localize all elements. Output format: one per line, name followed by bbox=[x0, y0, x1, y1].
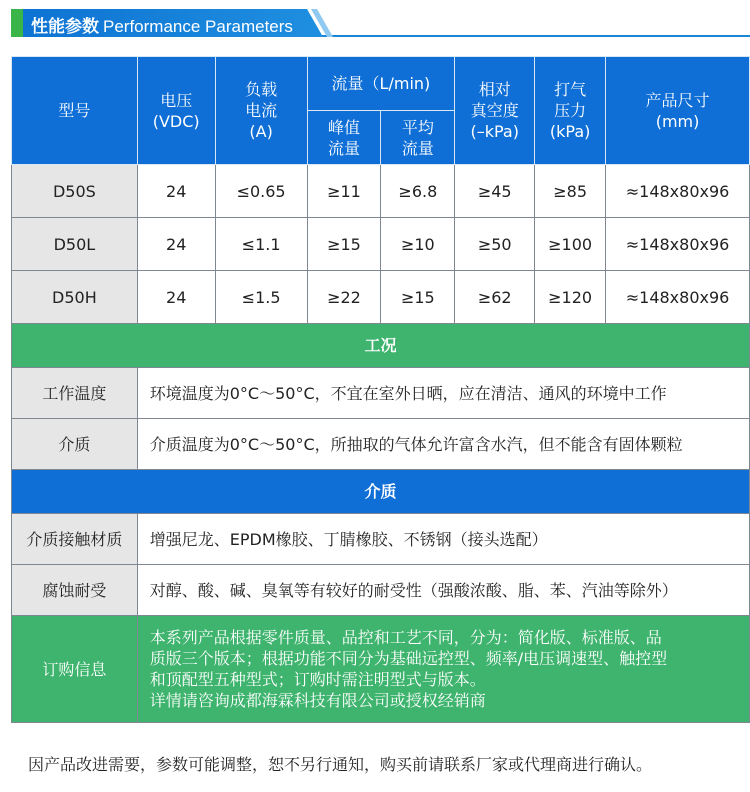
header-current-line3: (A) bbox=[249, 122, 273, 141]
ordering-text bbox=[137, 616, 749, 723]
cell-voltage: 24 bbox=[137, 271, 215, 324]
table-header-row-1 bbox=[12, 57, 750, 111]
cell-flow-peak: ≥22 bbox=[307, 271, 381, 324]
header-vacuum-line1: 相对 bbox=[478, 80, 511, 99]
header-title-cn: 性能参数 bbox=[31, 17, 99, 37]
cell-voltage: 24 bbox=[137, 218, 215, 271]
ordering-label: 订购信息 bbox=[12, 616, 138, 723]
footer-note: 因产品改进需要，参数可能调整，恕不另行通知，购买前请联系厂家或代理商进行确认。 bbox=[28, 755, 653, 774]
conditions-band-row bbox=[12, 324, 750, 368]
section-header bbox=[11, 9, 750, 37]
ordering-line-4: 详情请咨询成都海霖科技有限公司或授权经销商 bbox=[149, 691, 486, 710]
ordering-line-3: 和顶配型五种型式；订购时需注明型式与版本。 bbox=[149, 670, 486, 689]
header-pressure-line2: 压力 bbox=[554, 101, 587, 120]
medium-value: 介质温度为0°C～50°C，所抽取的气体允许富含水汽，但不能含有固体颗粒 bbox=[137, 419, 749, 470]
header-size-line2: (mm) bbox=[655, 111, 700, 131]
header-flow-avg-line1: 平均 bbox=[401, 117, 434, 137]
header-vacuum-line3: (–kPa) bbox=[470, 122, 519, 141]
header-flow-peak-line2: 流量 bbox=[327, 138, 360, 158]
header-flow: 流量（L/min) bbox=[307, 57, 455, 111]
header-voltage-line1: 电压 bbox=[160, 90, 193, 110]
table-row bbox=[12, 165, 750, 218]
medium-title: 介质 bbox=[12, 470, 750, 514]
cell-flow-avg: ≥10 bbox=[381, 218, 455, 271]
header-flow-avg bbox=[381, 111, 455, 165]
cell-pressure: ≥120 bbox=[535, 271, 606, 324]
medium-label: 介质 bbox=[12, 419, 138, 470]
table-row bbox=[12, 368, 750, 419]
working-temp-value: 环境温度为0°C～50°C，不宜在室外日晒，应在清洁、通风的环境中工作 bbox=[137, 368, 749, 419]
working-temp-label: 工作温度 bbox=[12, 368, 138, 419]
cell-flow-avg: ≥15 bbox=[381, 271, 455, 324]
table-row bbox=[12, 565, 750, 616]
header-current-line1: 负载 bbox=[245, 80, 278, 99]
cell-model: D50H bbox=[12, 271, 138, 324]
header-size-line1: 产品尺寸 bbox=[645, 90, 710, 110]
header-current bbox=[215, 57, 307, 165]
cell-flow-avg: ≥6.8 bbox=[381, 165, 455, 218]
header-pressure-line3: (kPa) bbox=[549, 122, 591, 141]
cell-vacuum: ≥62 bbox=[455, 271, 535, 324]
ordering-line-1: 本系列产品根据零件质量、品控和工艺不同，分为：简化版、标准版、品 bbox=[149, 628, 662, 647]
header-title bbox=[31, 12, 293, 37]
header-voltage-line2: (VDC) bbox=[152, 111, 200, 131]
header-vacuum bbox=[455, 57, 535, 165]
header-vacuum-line2: 真空度 bbox=[470, 101, 519, 120]
header-model: 型号 bbox=[12, 57, 138, 165]
cell-size: ≈148x80x96 bbox=[606, 271, 750, 324]
cell-size: ≈148x80x96 bbox=[606, 218, 750, 271]
cell-current: ≤0.65 bbox=[215, 165, 307, 218]
contact-material-label: 介质接触材质 bbox=[12, 514, 138, 565]
ordering-row bbox=[12, 616, 750, 723]
header-current-line2: 电流 bbox=[245, 101, 278, 120]
header-pressure bbox=[535, 57, 606, 165]
cell-current: ≤1.5 bbox=[215, 271, 307, 324]
header-flow-peak bbox=[307, 111, 381, 165]
header-pressure-line1: 打气 bbox=[554, 80, 587, 99]
cell-voltage: 24 bbox=[137, 165, 215, 218]
performance-table bbox=[11, 56, 750, 723]
cell-flow-peak: ≥15 bbox=[307, 218, 381, 271]
medium-band-row bbox=[12, 470, 750, 514]
cell-current: ≤1.1 bbox=[215, 218, 307, 271]
corrosion-label: 腐蚀耐受 bbox=[12, 565, 138, 616]
corrosion-value: 对醇、酸、碱、臭氧等有较好的耐受性（强酸浓酸、脂、苯、汽油等除外） bbox=[137, 565, 749, 616]
contact-material-value: 增强尼龙、EPDM橡胶、丁腈橡胶、不锈钢（接头选配） bbox=[137, 514, 749, 565]
cell-model: D50S bbox=[12, 165, 138, 218]
header-flow-avg-line2: 流量 bbox=[401, 138, 434, 158]
header-accent-bar bbox=[11, 9, 23, 37]
cell-vacuum: ≥45 bbox=[455, 165, 535, 218]
cell-model: D50L bbox=[12, 218, 138, 271]
cell-size: ≈148x80x96 bbox=[606, 165, 750, 218]
table-row bbox=[12, 218, 750, 271]
cell-pressure: ≥85 bbox=[535, 165, 606, 218]
header-title-en: Performance Parameters bbox=[103, 17, 293, 36]
table-row bbox=[12, 419, 750, 470]
table-row bbox=[12, 271, 750, 324]
cell-flow-peak: ≥11 bbox=[307, 165, 381, 218]
ordering-line-2: 质版三个版本；根据功能不同分为基础远控型、频率/电压调速型、触控型 bbox=[149, 649, 668, 668]
conditions-title: 工况 bbox=[12, 324, 750, 368]
cell-pressure: ≥100 bbox=[535, 218, 606, 271]
header-voltage bbox=[137, 57, 215, 165]
table-row bbox=[12, 514, 750, 565]
header-size bbox=[606, 57, 750, 165]
header-flow-peak-line1: 峰值 bbox=[327, 117, 360, 137]
cell-vacuum: ≥50 bbox=[455, 218, 535, 271]
